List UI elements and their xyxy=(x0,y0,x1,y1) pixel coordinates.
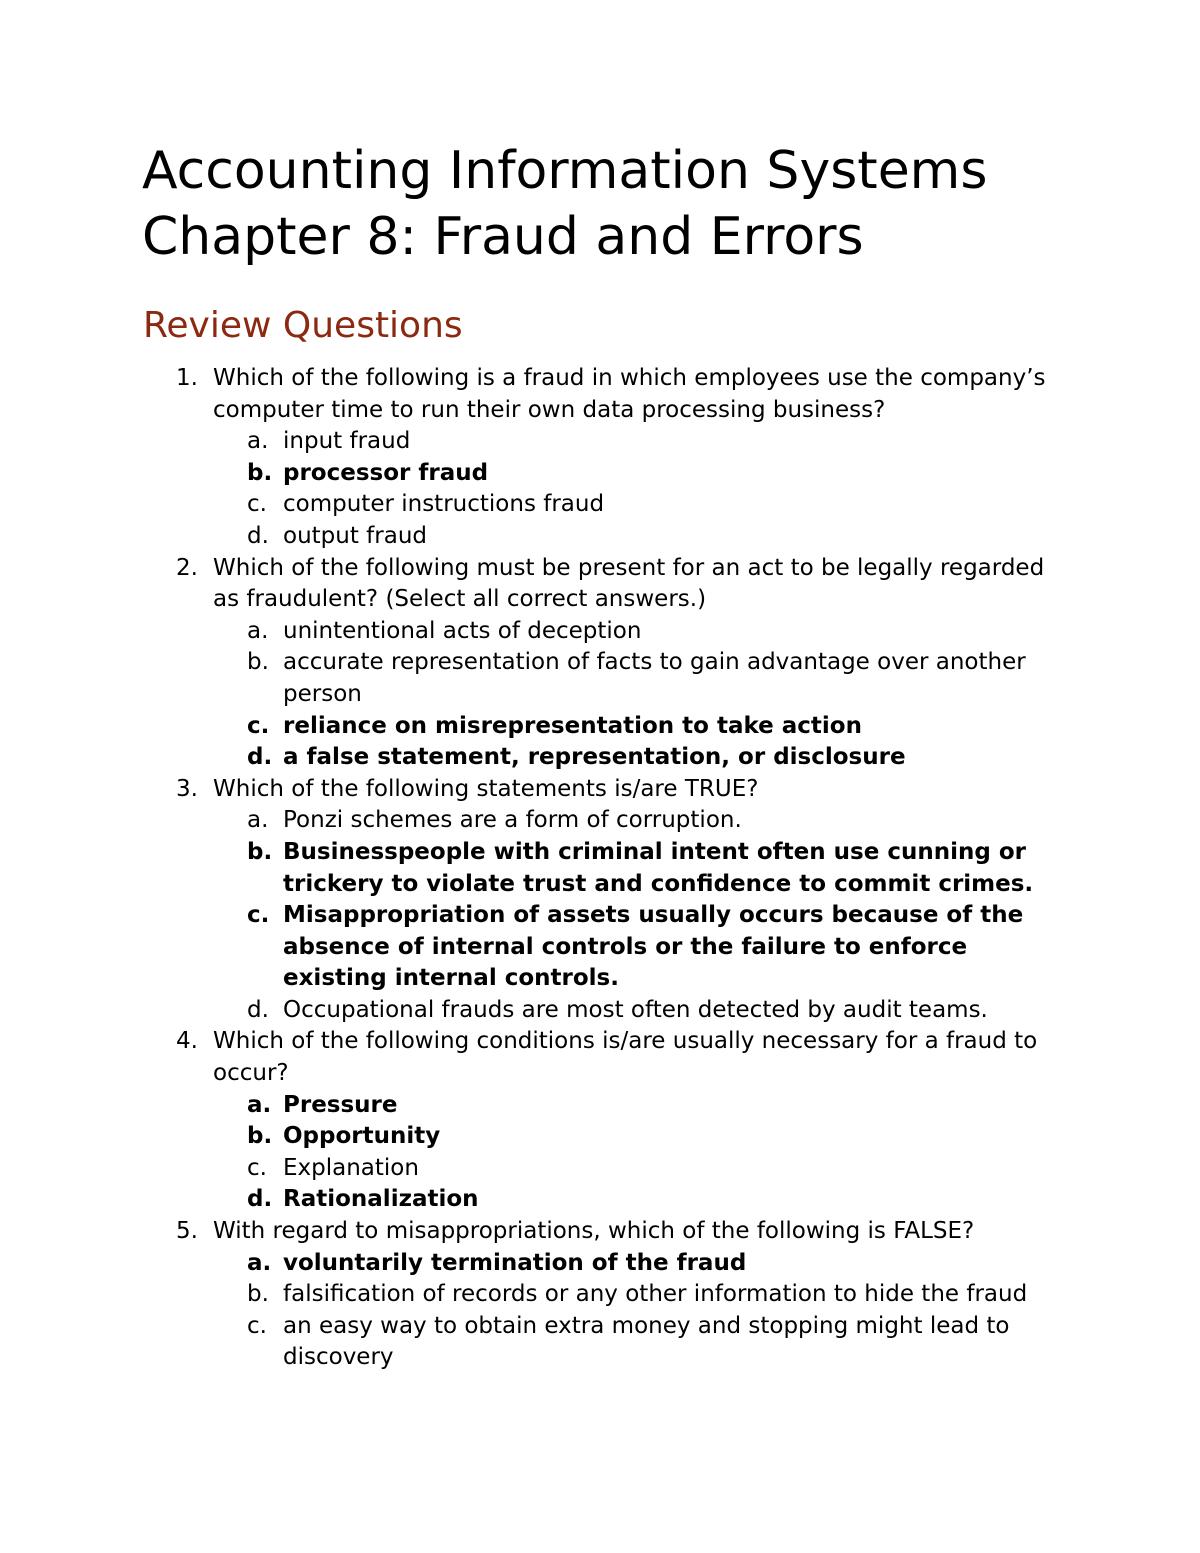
answer-option xyxy=(213,489,1073,521)
answer-option xyxy=(213,1153,1073,1185)
answer-option-text: Rationalization xyxy=(283,1186,479,1213)
answer-option xyxy=(213,995,1073,1027)
answer-option-correct xyxy=(213,837,1073,900)
answer-option-text: Ponzi schemes are a form of corruption. xyxy=(283,807,742,834)
answer-option-letter: b. xyxy=(247,838,273,865)
answer-option-text: an easy way to obtain extra money and stopping might lead to discovery xyxy=(283,1312,1010,1371)
answer-option-letter: c. xyxy=(247,491,267,518)
answer-option-letter: d. xyxy=(247,744,273,771)
answer-option-letter: a. xyxy=(247,617,269,644)
question-item-5 xyxy=(0,1216,1200,1374)
answer-option-text: computer instructions fraud xyxy=(283,491,605,518)
answer-option-text: falsification of records or any other information to hide the fraud xyxy=(283,1281,1028,1308)
section-heading-review-questions: Review Questions xyxy=(143,305,463,346)
answer-option-text: accurate representation of facts to gain advantage over another person xyxy=(283,649,1026,707)
answer-option-correct xyxy=(213,1184,1073,1216)
answer-option-text: reliance on misrepresentation to take action xyxy=(283,712,862,739)
answer-option-correct xyxy=(213,711,1073,743)
question-text: Which of the following is a fraud in which employees use the company’s computer time to run their own data processing business? xyxy=(213,365,1046,423)
answer-option-text: voluntarily termination of the fraud xyxy=(283,1249,747,1276)
answer-option xyxy=(213,647,1073,710)
answer-option-text: Businesspeople with criminal intent often use cunning or trickery to violate trust and confidence to commit crimes. xyxy=(283,838,1034,897)
question-number: 4. xyxy=(176,1028,198,1055)
answer-option-letter: a. xyxy=(247,1249,272,1276)
answer-option-letter: b. xyxy=(247,1123,273,1150)
question-item-1 xyxy=(0,363,1200,553)
question-text: With regard to misappropriations, which of the following is FALSE? xyxy=(213,1218,975,1245)
question-item-3 xyxy=(0,774,1200,1027)
question-text: Which of the following must be present for an act to be legally regarded as fraudulent? (Select all correct answers.) xyxy=(213,554,1045,613)
answer-option-letter: c. xyxy=(247,1312,267,1339)
answer-option xyxy=(213,521,1073,553)
answer-option-letter: c. xyxy=(247,902,270,929)
answer-option xyxy=(213,1311,1073,1374)
question-number: 3. xyxy=(176,775,198,802)
answer-option-list xyxy=(213,1248,1080,1374)
answer-option-letter: a. xyxy=(247,428,269,455)
answer-option-letter: d. xyxy=(247,1186,273,1213)
answer-option-text: unintentional acts of deception xyxy=(283,617,642,644)
document-title xyxy=(142,138,987,270)
question-text: Which of the following statements is/are TRUE? xyxy=(213,775,759,802)
answer-option-correct xyxy=(213,1121,1073,1153)
answer-option-correct xyxy=(213,458,1073,490)
question-number: 1. xyxy=(176,365,198,391)
question-number: 2. xyxy=(176,554,198,581)
answer-option-text: Pressure xyxy=(283,1091,398,1118)
answer-option-text: output fraud xyxy=(283,522,427,549)
title-line-1: Accounting Information Systems xyxy=(142,141,988,201)
answer-option xyxy=(213,426,1073,458)
answer-option-correct xyxy=(213,1248,1073,1280)
answer-option-correct xyxy=(213,1090,1073,1122)
answer-option-correct xyxy=(213,900,1073,995)
answer-option-text: a false statement, representation, or disclosure xyxy=(283,744,906,771)
answer-option-text: Opportunity xyxy=(283,1123,441,1150)
title-line-2: Chapter 8: Fraud and Errors xyxy=(142,207,864,267)
answer-option-text: Misappropriation of assets usually occurs because of the absence of internal controls or the failure to enforce existing internal controls. xyxy=(283,902,1024,992)
answer-option-letter: d. xyxy=(247,522,269,549)
question-item-4 xyxy=(0,1026,1200,1216)
question-text: Which of the following conditions is/are usually necessary for a fraud to occur? xyxy=(213,1028,1038,1087)
answer-option-list xyxy=(213,805,1080,1026)
answer-option-letter: a. xyxy=(247,807,269,834)
answer-option-letter: a. xyxy=(247,1091,272,1118)
answer-option-letter: d. xyxy=(247,996,269,1023)
answer-option-letter: b. xyxy=(247,649,269,676)
answer-option-list xyxy=(213,616,1080,774)
question-number: 5. xyxy=(176,1218,198,1245)
answer-option-text: input fraud xyxy=(283,428,411,455)
answer-option-text: Occupational frauds are most often detected by audit teams. xyxy=(283,996,988,1023)
answer-option-text: processor fraud xyxy=(283,459,489,486)
answer-option-letter: c. xyxy=(247,1154,267,1181)
answer-option-letter: c. xyxy=(247,712,270,739)
answer-option-text: Explanation xyxy=(283,1154,419,1181)
answer-option-letter: b. xyxy=(247,459,273,486)
answer-option-correct xyxy=(213,742,1073,774)
question-item-2 xyxy=(0,553,1200,774)
answer-option-list xyxy=(213,1090,1080,1216)
answer-option-list xyxy=(213,426,1080,552)
answer-option xyxy=(213,805,1073,837)
answer-option xyxy=(213,1279,1073,1311)
question-list xyxy=(0,363,1200,1374)
answer-option-letter: b. xyxy=(247,1281,269,1308)
answer-option xyxy=(213,616,1073,648)
